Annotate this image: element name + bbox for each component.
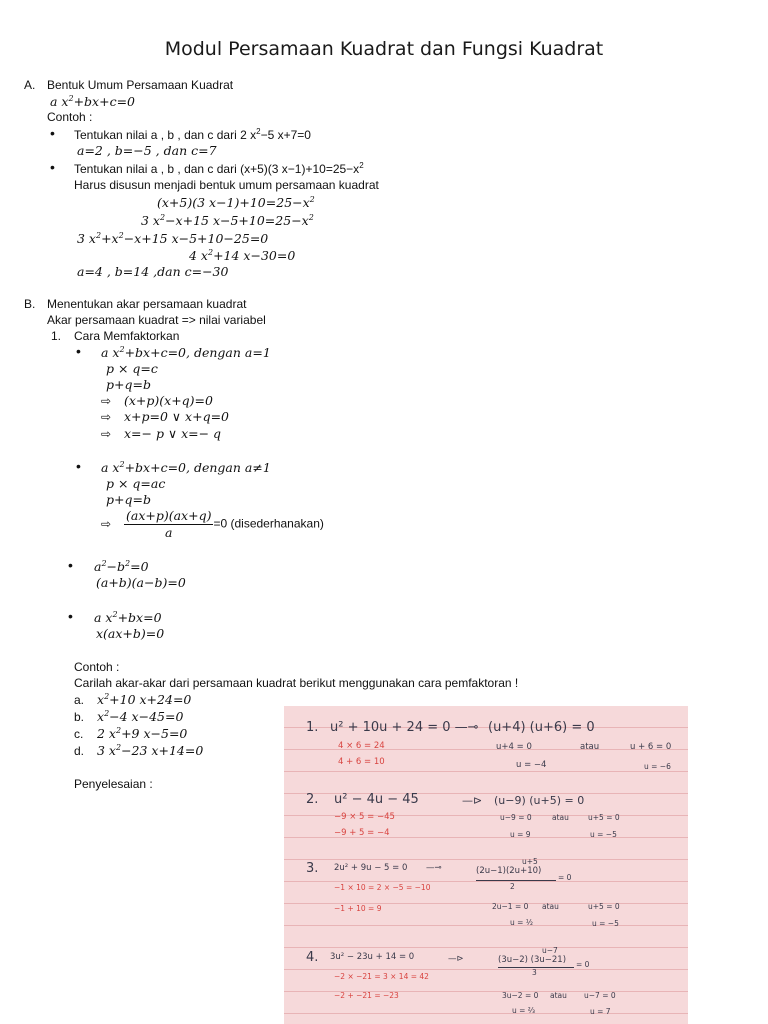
note-equation: 2u² + 9u − 5 = 0 (334, 863, 408, 873)
no-constant-equation: a $x^2+bx=0$ (94, 610, 162, 625)
note-root: u = −5 (592, 919, 619, 928)
note-number: 2. (306, 792, 319, 807)
difference-of-squares-factor: (a+b)(a−b)=0 (96, 575, 186, 590)
bullet-icon: • (50, 159, 55, 175)
note-annotation: u+5 (522, 857, 538, 866)
note-solution: 2u−1 = 0 (492, 902, 529, 911)
section-b-letter: B. (24, 297, 36, 311)
general-form: a $x^2+bx+c=0$ (50, 94, 136, 109)
no-constant-factor: x(ax+b)=0 (96, 626, 165, 641)
note-root: u = ½ (510, 918, 534, 927)
case-a1-roots: x=− p ∨ x=− q (124, 426, 222, 441)
note-solution: u−9 = 0 (500, 813, 532, 822)
note-atau: atau (550, 991, 567, 1000)
note-equals: = 0 (576, 960, 590, 969)
note-root: u = ⅔ (512, 1006, 536, 1015)
problem-label: c. (74, 727, 84, 741)
problem-label: d. (74, 744, 85, 758)
note-solution: u+4 = 0 (496, 742, 532, 752)
note-solution: u + 6 = 0 (630, 742, 672, 752)
note-factor: (u−9) (u+5) = 0 (494, 794, 585, 807)
problem-equation: $x^2+10$ x+24=0 (97, 692, 192, 707)
note-arrow: —⊳ (448, 954, 464, 964)
note-equation: 3u² − 23u + 14 = 0 (330, 952, 415, 962)
fraction-bar (476, 880, 556, 881)
case-a1-split: x+p=0 ∨ x+q=0 (124, 409, 229, 424)
note-solution: u+5 = 0 (588, 902, 620, 911)
note-number: 3. (306, 861, 319, 876)
step-1: (x+5)(3 $x-1)+10=25-x^2$ (157, 195, 315, 210)
case-a1-equation: a $x^2+bx+c=0$, dengan a=1 (101, 345, 271, 360)
section-b-subheading: Akar persamaan kuadrat => nilai variabel (47, 313, 266, 327)
case-a1-factor: (x+p)(x+q)=0 (124, 393, 213, 408)
note-annotation: u−7 (542, 946, 558, 955)
difference-of-squares: $a^2-b^2=0$ (94, 559, 149, 574)
case-aneq1-equation: a $x^2+bx+c=0$, dengan a≠1 (101, 460, 271, 475)
note-root: u = −5 (590, 830, 617, 839)
bullet-icon: • (50, 125, 55, 141)
exercise-instruction: Carilah akar-akar dari persamaan kuadrat berikut menggunakan cara pemfaktoran ! (74, 676, 519, 690)
implies-arrow-icon: ⇨ (101, 517, 112, 531)
bullet-icon: • (76, 458, 81, 474)
example-1: Tentukan nilai a , b , dan c dari 2 $x^2-5$ x+7=0 (74, 127, 311, 142)
implies-arrow-icon: ⇨ (101, 427, 112, 441)
instruction-text: Harus disusun menjadi bentuk umum persamaan kuadrat (74, 178, 379, 192)
example-1-answer: a=2 , b=−5 , dan c=7 (77, 143, 217, 158)
section-a-letter: A. (24, 78, 36, 92)
note-sum: 4 + 6 = 10 (338, 757, 385, 767)
note-arrow: —⊳ (462, 794, 483, 807)
note-product: −9 × 5 = −45 (334, 812, 395, 822)
note-root: u = 7 (590, 1007, 611, 1016)
bullet-icon: • (76, 343, 81, 359)
case-a1-product: p × q=c (106, 361, 158, 376)
note-atau: atau (552, 813, 569, 822)
note-equation: u² + 10u + 24 = 0 —⊸ (330, 720, 479, 735)
implies-arrow-icon: ⇨ (101, 394, 112, 408)
step-4: 4 $x^2+14$ x−30=0 (189, 248, 296, 263)
case-aneq1-fraction: $\frac{(ax+p)(ax+q)}{a}$ =0 (disederhanakan) (126, 508, 324, 540)
note-atau: atau (542, 902, 559, 911)
note-root: u = 9 (510, 830, 531, 839)
problem-label: a. (74, 693, 85, 707)
note-solution: u−7 = 0 (584, 991, 616, 1000)
note-factor: (2u−1)(2u+10) (476, 866, 542, 876)
note-denominator: 2 (510, 882, 515, 891)
note-arrow: —⊸ (426, 863, 442, 873)
note-root: u = −4 (516, 760, 547, 770)
problem-equation: 3 $x^2-23$ x+14=0 (97, 743, 204, 758)
problem-equation: $x^2-4$ x−45=0 (97, 709, 184, 724)
problem-equation: 2 $x^2+9$ x−5=0 (97, 726, 188, 741)
note-number: 4. (306, 950, 319, 965)
case-aneq1-product: p × q=ac (106, 476, 166, 491)
note-factor: (u+4) (u+6) = 0 (488, 720, 595, 735)
step-3: 3 $x^2+x^2-x+15$ x−5+10−25=0 (77, 231, 269, 246)
implies-arrow-icon: ⇨ (101, 410, 112, 424)
method-title: Cara Memfaktorkan (74, 329, 180, 343)
contoh-label: Contoh : (74, 660, 120, 674)
case-a1-sum: p+q=b (106, 377, 151, 392)
note-atau: atau (580, 742, 600, 752)
note-equation: u² − 4u − 45 (334, 792, 419, 807)
contoh-label: Contoh : (47, 110, 93, 124)
note-equals: = 0 (558, 873, 572, 882)
bullet-icon: • (68, 608, 73, 624)
section-a-heading: Bentuk Umum Persamaan Kuadrat (47, 78, 234, 92)
note-solution: u+5 = 0 (588, 813, 620, 822)
note-product: −1 × 10 = 2 × −5 = −10 (334, 883, 431, 892)
note-denominator: 3 (532, 968, 537, 977)
handwritten-solution-image (284, 706, 688, 1024)
note-product: −2 × −21 = 3 × 14 = 42 (334, 972, 429, 981)
bullet-icon: • (68, 557, 73, 573)
section-b-heading: Menentukan akar persamaan kuadrat (47, 297, 247, 311)
page-title: Modul Persamaan Kuadrat dan Fungsi Kuadrat (164, 38, 604, 60)
note-sum: −1 + 10 = 9 (334, 904, 382, 913)
note-number: 1. (306, 720, 319, 735)
note-product: 4 × 6 = 24 (338, 741, 385, 751)
example-2: Tentukan nilai a , b , dan c dari (x+5)(3 $x-1)+10=25-x^2$ (74, 161, 364, 176)
note-factor: (3u−2) (3u−21) (498, 955, 567, 965)
solution-label: Penyelesaian : (74, 777, 153, 791)
note-sum: −2 + −21 = −23 (334, 991, 399, 1000)
case-aneq1-sum: p+q=b (106, 492, 151, 507)
problem-label: b. (74, 710, 85, 724)
note-sum: −9 + 5 = −4 (334, 828, 390, 838)
answer-2: a=4 , b=14 ,dan c=−30 (77, 264, 229, 279)
step-2: 3 $x^2-x+15$ $x-5+10=25-x^2$ (141, 213, 314, 228)
note-solution: 3u−2 = 0 (502, 991, 539, 1000)
note-root: u = −6 (644, 762, 671, 771)
method-number: 1. (51, 329, 62, 343)
